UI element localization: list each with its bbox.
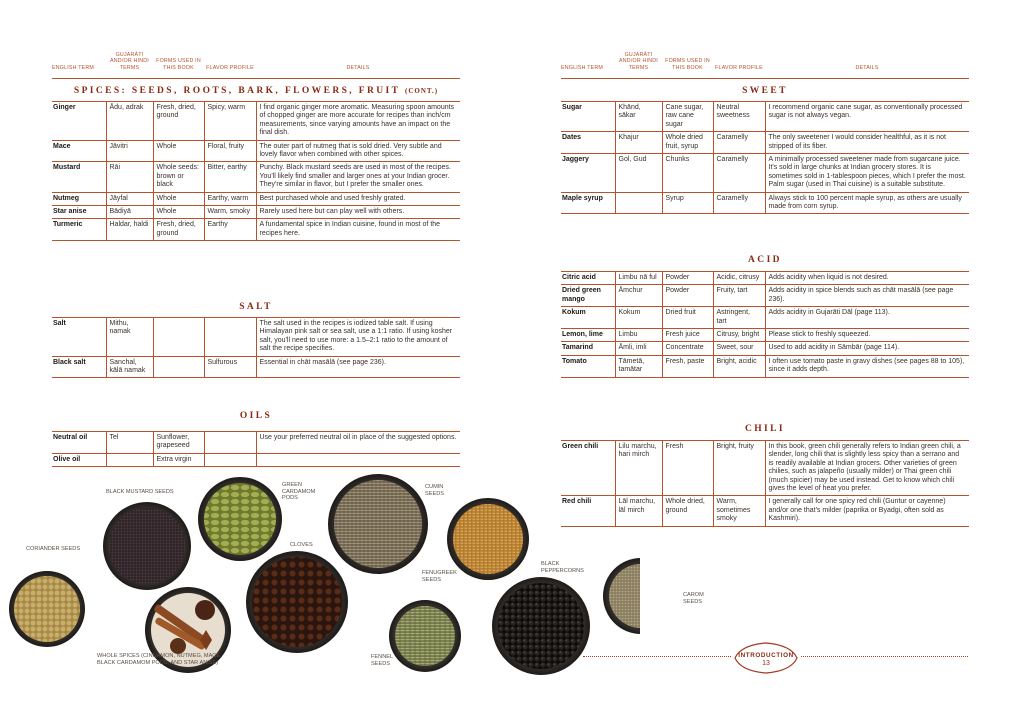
- section-name: INTRODUCTION: [738, 652, 794, 659]
- local-name-cell: Bādiyā: [106, 206, 153, 219]
- table-row: [561, 192, 969, 214]
- forms-cell: Syrup: [662, 192, 713, 214]
- flavor-cell: Bitter, earthy: [204, 162, 256, 192]
- col-english-term: ENGLISH TERM: [52, 64, 95, 71]
- section-title-chili: CHILI: [745, 424, 785, 434]
- details-cell: I recommend organic cane sugar, as conventionally processed sugar is not always vegan.: [765, 102, 969, 132]
- local-name-cell: Sanchal, kālā namak: [106, 356, 153, 378]
- local-name-cell: Āmchur: [615, 285, 662, 307]
- term-cell: Salt: [52, 318, 106, 357]
- forms-cell: Powder: [662, 272, 713, 285]
- details-cell: The only sweetener I would consider healthful, as it is not stripped of its fiber.: [765, 132, 969, 154]
- col-details: DETAILS: [855, 64, 879, 71]
- details-cell: [256, 453, 460, 466]
- salt-table: [52, 317, 460, 378]
- table-row: [52, 140, 460, 162]
- label-carom: CAROM SEEDS: [683, 592, 704, 605]
- flavor-cell: Citrusy, bright: [713, 329, 765, 342]
- spices-table: [52, 101, 460, 241]
- flavor-cell: [204, 453, 256, 466]
- forms-cell: Fresh, dried, ground: [153, 219, 204, 241]
- forms-cell: Sunflower, grapeseed: [153, 432, 204, 454]
- term-cell: Nutmeg: [52, 192, 106, 205]
- col-forms: FORMS USED IN THIS BOOK: [665, 58, 710, 71]
- flavor-cell: Acidic, citrusy: [713, 272, 765, 285]
- label-fenugreek: FENUGREEK SEEDS: [422, 570, 457, 583]
- cardamom-bowl: [198, 477, 282, 561]
- col-english-term: ENGLISH TERM: [561, 64, 604, 71]
- details-cell: Essential in chāt masālā (see page 236).: [256, 356, 460, 378]
- table-row: [561, 285, 969, 307]
- table-row: [52, 102, 460, 141]
- flavor-cell: Warm, sometimes smoky: [713, 496, 765, 526]
- forms-cell: Whole seeds: brown or black: [153, 162, 204, 192]
- local-name-cell: [106, 453, 153, 466]
- label-black-mustard: BLACK MUSTARD SEEDS: [106, 489, 174, 495]
- flavor-cell: Neutral sweetness: [713, 102, 765, 132]
- details-cell: Adds acidity in Gujarāti Dāl (page 113).: [765, 307, 969, 329]
- local-name-cell: Ādu, adrak: [106, 102, 153, 141]
- forms-cell: [153, 318, 204, 357]
- table-row: [561, 342, 969, 355]
- forms-cell: Fresh, paste: [662, 355, 713, 377]
- forms-cell: Fresh, dried, ground: [153, 102, 204, 141]
- flavor-cell: [204, 432, 256, 454]
- local-name-cell: Mithu, namak: [106, 318, 153, 357]
- flavor-cell: Bright, acidic: [713, 355, 765, 377]
- table-row: [561, 102, 969, 132]
- details-cell: Adds acidity when liquid is not desired.: [765, 272, 969, 285]
- flavor-cell: Spicy, warm: [204, 102, 256, 141]
- footer-rule-right: [801, 656, 968, 657]
- local-name-cell: Gol, Gud: [615, 154, 662, 193]
- term-cell: Tamarind: [561, 342, 615, 355]
- local-name-cell: Khānd, sākar: [615, 102, 662, 132]
- table-row: [52, 192, 460, 205]
- forms-cell: Concentrate: [662, 342, 713, 355]
- flavor-cell: Bright, fruity: [713, 441, 765, 496]
- col-forms: FORMS USED IN THIS BOOK: [156, 58, 201, 71]
- table-row: [561, 355, 969, 377]
- table-row: [561, 132, 969, 154]
- flavor-cell: [204, 318, 256, 357]
- section-title-salt: SALT: [239, 302, 273, 312]
- table-row: [561, 154, 969, 193]
- details-cell: Use your preferred neutral oil in place of the suggested options.: [256, 432, 460, 454]
- label-cloves: CLOVES: [290, 542, 313, 548]
- local-name-cell: Rāi: [106, 162, 153, 192]
- column-header-right: [561, 52, 969, 71]
- forms-cell: Whole dried fruit, syrup: [662, 132, 713, 154]
- details-cell: A fundamental spice in Indian cuisine, found in most of the recipes here.: [256, 219, 460, 241]
- page-number: 13: [762, 660, 770, 667]
- section-title-oils: OILS: [239, 411, 273, 421]
- label-coriander: CORIANDER SEEDS: [26, 546, 81, 552]
- col-flavor: FLAVOR PROFILE: [715, 64, 763, 71]
- forms-cell: Fresh: [662, 441, 713, 496]
- forms-cell: Chunks: [662, 154, 713, 193]
- spice-bowls-photo: [0, 470, 640, 701]
- local-name-cell: Lāl marchu, lāl mirch: [615, 496, 662, 526]
- forms-cell: Whole: [153, 140, 204, 162]
- flavor-cell: Warm, smoky: [204, 206, 256, 219]
- local-name-cell: [615, 192, 662, 214]
- peppercorns-bowl: [492, 577, 590, 675]
- table-row: [52, 206, 460, 219]
- table-row: [52, 432, 460, 454]
- term-cell: Kokum: [561, 307, 615, 329]
- term-cell: Mace: [52, 140, 106, 162]
- forms-cell: Whole: [153, 206, 204, 219]
- table-row: [52, 318, 460, 357]
- footer-rule-left: [583, 656, 731, 657]
- term-cell: Jaggery: [561, 154, 615, 193]
- header-rule: [561, 78, 969, 79]
- forms-cell: Fresh juice: [662, 329, 713, 342]
- forms-cell: Whole: [153, 192, 204, 205]
- flavor-cell: Sulfurous: [204, 356, 256, 378]
- oils-table: [52, 431, 460, 467]
- table-row: [561, 272, 969, 285]
- table-row: [561, 307, 969, 329]
- label-peppercorns: BLACK PEPPERCORNS: [541, 561, 584, 574]
- coriander-bowl: [9, 571, 85, 647]
- section-title-sweet: SWEET: [742, 86, 788, 96]
- term-cell: Dates: [561, 132, 615, 154]
- fenugreek-bowl: [447, 498, 529, 580]
- forms-cell: Powder: [662, 285, 713, 307]
- local-name-cell: Khajur: [615, 132, 662, 154]
- details-cell: The outer part of nutmeg that is sold dried. Very subtle and lovely flavor when combined with other spices.: [256, 140, 460, 162]
- flavor-cell: Caramelly: [713, 154, 765, 193]
- sweet-table: [561, 101, 969, 214]
- details-cell: Used to add acidity in Sāmbār (page 114).: [765, 342, 969, 355]
- term-cell: Neutral oil: [52, 432, 106, 454]
- forms-cell: Cane sugar, raw cane sugar: [662, 102, 713, 132]
- carom-bowl: [603, 558, 640, 634]
- details-cell: In this book, green chili generally refers to Indian green chili, a slender, long chili that is slightly less spicy than a serrano and is readily available at Indian grocers. Other varieties of green chilies, such as jalapeño (usually milder) or Thai green chili (much spicier) may be used instead. Get to know which chili gives the level of heat you prefer.: [765, 441, 969, 496]
- col-details: DETAILS: [346, 64, 370, 71]
- table-row: [52, 162, 460, 192]
- table-row: [52, 453, 460, 466]
- details-cell: Punchy. Black mustard seeds are used in most of the recipes. You'll likely find smaller and larger ones at your Indian grocer. They're similar in flavor, but I prefer the smaller ones.: [256, 162, 460, 192]
- forms-cell: [153, 356, 204, 378]
- local-name-cell: Tāmetā, tamātar: [615, 355, 662, 377]
- term-cell: Green chili: [561, 441, 615, 496]
- flavor-cell: Astringent, tart: [713, 307, 765, 329]
- details-cell: A minimally processed sweetener made from sugarcane juice. It's sold in large chunks at Indian grocery stores. It is sometimes sold in 1-tablespoon pieces, which I prefer the most. Palm sugar (used in Thai cuisine) is a suitable substitute.: [765, 154, 969, 193]
- forms-cell: Dried fruit: [662, 307, 713, 329]
- term-cell: Tomato: [561, 355, 615, 377]
- label-cumin: CUMIN SEEDS: [425, 484, 444, 497]
- term-cell: Lemon, lime: [561, 329, 615, 342]
- local-name-cell: Jāyfal: [106, 192, 153, 205]
- local-name-cell: Kokum: [615, 307, 662, 329]
- header-rule: [52, 78, 460, 79]
- term-cell: Olive oil: [52, 453, 106, 466]
- term-cell: Sugar: [561, 102, 615, 132]
- local-name-cell: Limbu: [615, 329, 662, 342]
- term-cell: Mustard: [52, 162, 106, 192]
- flavor-cell: Earthy, warm: [204, 192, 256, 205]
- black-mustard-bowl: [103, 502, 191, 590]
- term-cell: Citric acid: [561, 272, 615, 285]
- local-name-cell: Āmli, imli: [615, 342, 662, 355]
- page-badge: [731, 641, 801, 675]
- table-row: [561, 329, 969, 342]
- label-fennel: FENNEL SEEDS: [371, 654, 393, 667]
- label-cardamom: GREEN CARDAMOM PODS: [282, 482, 316, 502]
- forms-cell: Whole dried, ground: [662, 496, 713, 526]
- details-cell: Adds acidity in spice blends such as chāt masālā (see page 236).: [765, 285, 969, 307]
- flavor-cell: Earthy: [204, 219, 256, 241]
- details-cell: I often use tomato paste in gravy dishes (see pages 88 to 105), since it adds depth.: [765, 355, 969, 377]
- col-gujarati: GUJARĀTI AND/OR HINDI TERMS: [619, 52, 658, 71]
- col-flavor: FLAVOR PROFILE: [206, 64, 254, 71]
- flavor-cell: Fruity, tart: [713, 285, 765, 307]
- details-cell: I generally call for one spicy red chili (Guntur or cayenne) and/or one that's milder (paprika or Byadgi, often sold as Kashmiri).: [765, 496, 969, 526]
- term-cell: Black salt: [52, 356, 106, 378]
- col-gujarati: GUJARĀTI AND/OR HINDI TERMS: [110, 52, 149, 71]
- local-name-cell: Jāvitri: [106, 140, 153, 162]
- details-cell: Please stick to freshly squeezed.: [765, 329, 969, 342]
- local-name-cell: Tel: [106, 432, 153, 454]
- section-title-acid: ACID: [748, 255, 782, 265]
- term-cell: Turmeric: [52, 219, 106, 241]
- table-row: [52, 356, 460, 378]
- label-whole-spices: WHOLE SPICES (CINNAMON, NUTMEG, MACE, BLACK CARDAMOM PODS, AND STAR ANISE): [97, 653, 222, 666]
- local-name-cell: Lilu marchu, hari mirch: [615, 441, 662, 496]
- details-cell: Rarely used here but can play well with others.: [256, 206, 460, 219]
- term-cell: Dried green mango: [561, 285, 615, 307]
- flavor-cell: Caramelly: [713, 132, 765, 154]
- details-cell: I find organic ginger more aromatic. Measuring spoon amounts of chopped ginger are more accurate for recipes than inch/cm measurements, since varying amounts have an impact on the final dish.: [256, 102, 460, 141]
- table-row: [52, 219, 460, 241]
- cumin-bowl: [328, 474, 428, 574]
- details-cell: Always stick to 100 percent maple syrup, as others are usually made from corn syrup.: [765, 192, 969, 214]
- details-cell: Best purchased whole and used freshly grated.: [256, 192, 460, 205]
- local-name-cell: Limbu nā ful: [615, 272, 662, 285]
- column-header: [52, 52, 460, 71]
- term-cell: Star anise: [52, 206, 106, 219]
- cloves-bowl: [246, 551, 348, 653]
- term-cell: Ginger: [52, 102, 106, 141]
- term-cell: Red chili: [561, 496, 615, 526]
- forms-cell: Extra virgin: [153, 453, 204, 466]
- term-cell: Maple syrup: [561, 192, 615, 214]
- acid-table: [561, 271, 969, 378]
- flavor-cell: Floral, fruity: [204, 140, 256, 162]
- flavor-cell: Caramelly: [713, 192, 765, 214]
- section-title-spices: SPICES: SEEDS, ROOTS, BARK, FLOWERS, FRUIT (CONT.): [73, 86, 439, 96]
- details-cell: The salt used in the recipes is iodized table salt. If using Himalayan pink salt or sea salt, use a 1:1 ratio. If using kosher salt, you'll need to use more: a 1.5–2:1 ratio to the amount of salt the recipe specifies.: [256, 318, 460, 357]
- local-name-cell: Haldar, haldi: [106, 219, 153, 241]
- flavor-cell: Sweet, sour: [713, 342, 765, 355]
